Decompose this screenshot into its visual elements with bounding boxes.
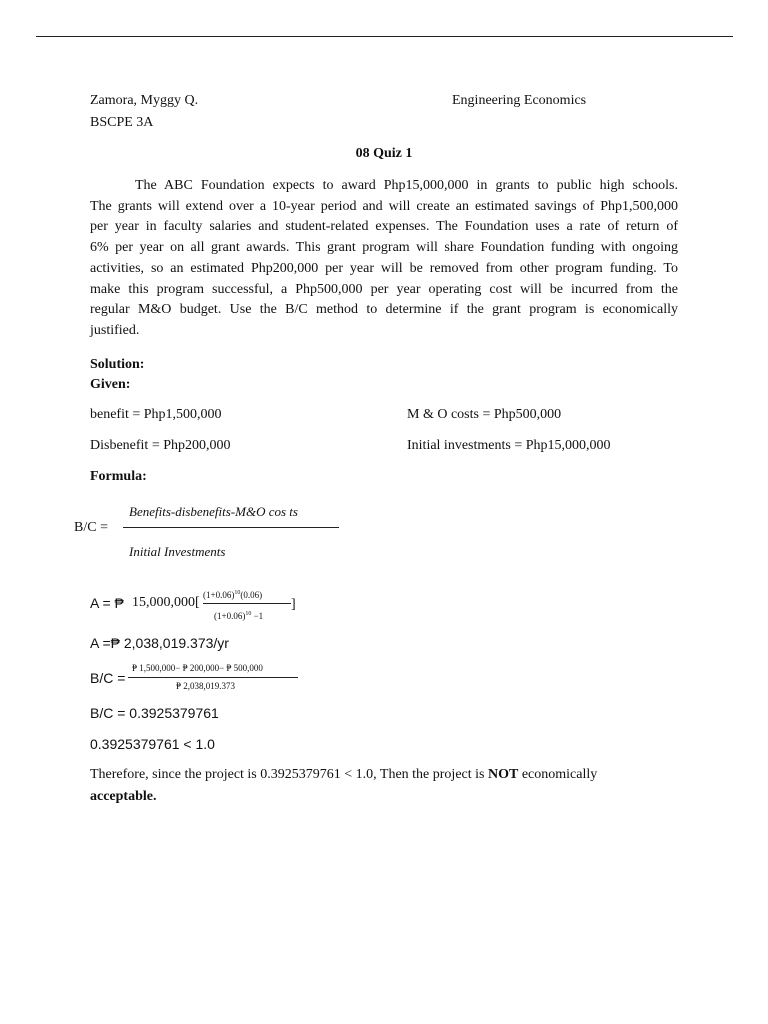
given-benefit: benefit = Php1,500,000 xyxy=(90,407,222,422)
annuity-denominator xyxy=(214,609,263,621)
student-name: Zamora, Myggy Q. xyxy=(90,93,199,108)
annuity-den-tail: −1 xyxy=(251,611,264,621)
course-name: Engineering Economics xyxy=(452,93,587,108)
bc-result: B/C = 0.3925379761 xyxy=(90,705,219,721)
top-rule xyxy=(36,36,733,37)
bc-formula-numerator: Benefits-disbenefits-M&O cos ts xyxy=(129,504,298,519)
problem-line: per year in faculty salaries and student-related expenses. The Foundation uses a rate of return of xyxy=(90,219,678,235)
problem-line: make this program successful, a Php500,000 per year operating cost will be incurred from the xyxy=(90,281,678,297)
annuity-num-base: (1+0.06) xyxy=(203,590,235,600)
conclusion-line xyxy=(90,766,597,784)
solution-heading: Solution: xyxy=(90,357,145,372)
bc-calc-lhs: B/C = xyxy=(90,670,126,686)
bc-calc-fraction-bar xyxy=(128,677,298,678)
problem-line: 6% per year on all grant awards. This grant program will share Foundation funding with ongoing xyxy=(90,240,678,256)
problem-line: regular M&O budget. Use the B/C method to determine if the grant program is economically xyxy=(90,302,678,318)
page-title: 08 Quiz 1 xyxy=(355,146,413,161)
problem-statement xyxy=(90,176,678,342)
annuity-close-bracket: ] xyxy=(291,597,296,612)
annuity-den-base: (1+0.06) xyxy=(214,611,246,621)
bc-comparison: 0.3925379761 < 1.0 xyxy=(90,736,215,752)
annuity-principal: 15,000,000[ xyxy=(132,595,200,610)
annuity-num-exp: 10 xyxy=(234,590,241,596)
annuity-num-tail: (0.06) xyxy=(240,590,263,600)
annuity-numerator xyxy=(203,588,262,600)
given-mo-costs: M & O costs = Php500,000 xyxy=(407,407,562,422)
student-section: BSCPE 3A xyxy=(90,115,154,130)
conclusion-acceptable: acceptable. xyxy=(90,789,157,804)
annuity-result: A =₱ 2,038,019.373/yr xyxy=(90,635,229,651)
conclusion-not: NOT xyxy=(487,767,519,782)
bc-formula-denominator: Initial Investments xyxy=(129,544,226,559)
bc-formula-fraction-bar xyxy=(123,527,339,528)
given-disbenefit: Disbenefit = Php200,000 xyxy=(90,438,231,453)
annuity-lhs: A = ₱ xyxy=(90,595,124,611)
conclusion-text: Therefore, since the project is 0.3925379761 < 1.0, Then the project is xyxy=(90,767,488,782)
formula-heading: Formula: xyxy=(90,469,147,484)
problem-line: activities, so an estimated Php200,000 per year will be removed from other program funding. To xyxy=(90,260,678,276)
given-heading: Given: xyxy=(90,377,131,392)
bc-calc-numerator: ₱ 1,500,000− ₱ 200,000− ₱ 500,000 xyxy=(132,663,263,673)
bc-formula-lhs: B/C = xyxy=(74,520,108,535)
problem-line: justified. xyxy=(90,322,140,338)
given-initial-investments: Initial investments = Php15,000,000 xyxy=(407,438,611,453)
annuity-fraction-bar xyxy=(203,603,291,604)
conclusion-tail: economically xyxy=(518,767,598,782)
bc-calc-denominator: ₱ 2,038,019.373 xyxy=(176,681,236,691)
problem-line: The grants will extend over a 10-year period and will create an estimated savings of Php1,500,000 xyxy=(90,198,678,214)
annuity-den-exp: 10 xyxy=(245,611,252,617)
problem-line: The ABC Foundation expects to award Php15,000,000 in grants to public high schools. xyxy=(135,178,678,193)
